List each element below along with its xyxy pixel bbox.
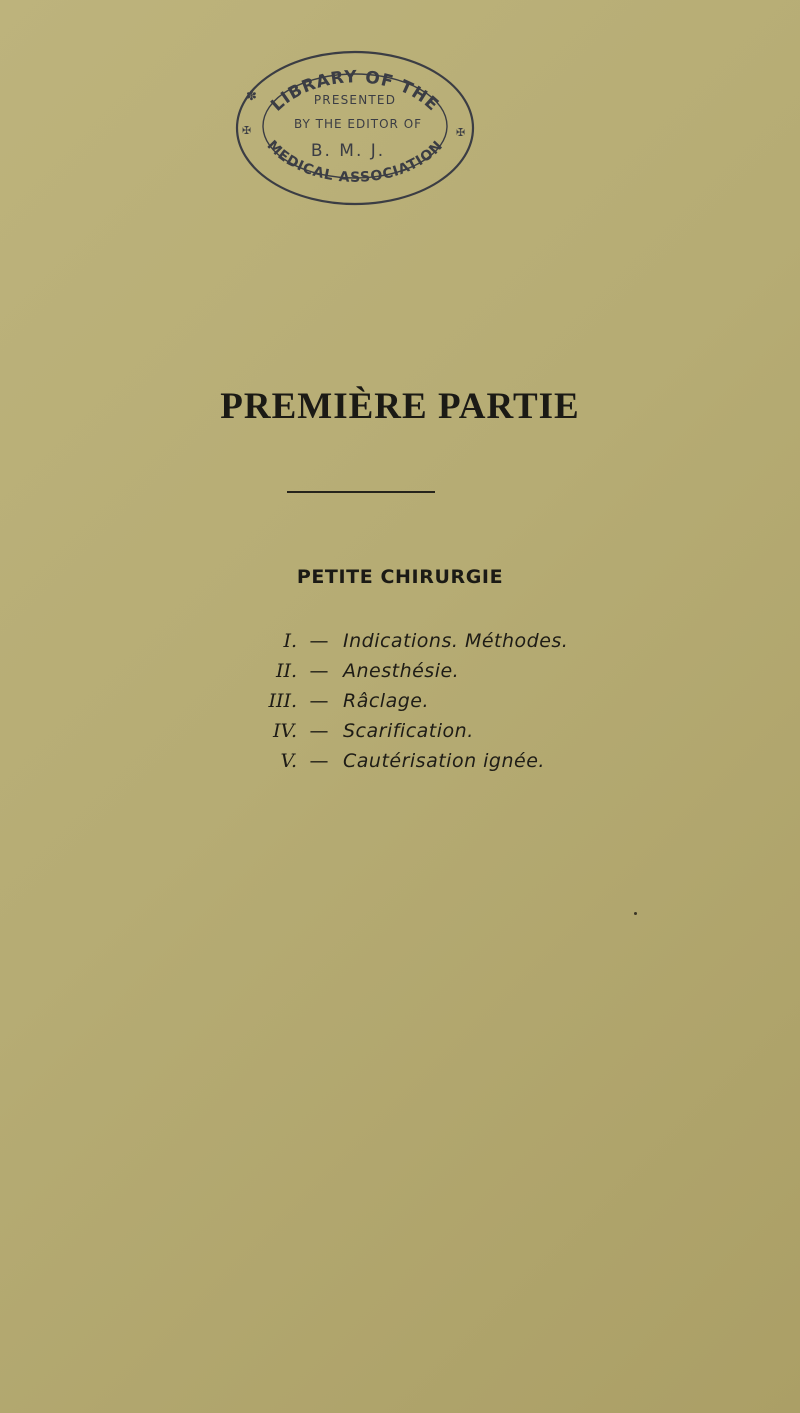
stamp-by-editor: BY THE EDITOR OF xyxy=(293,117,423,131)
toc-item-dash: — xyxy=(309,660,329,682)
stamp-bottom-arc: MEDICAL ASSOCIATION xyxy=(263,137,447,186)
section-title: PETITE CHIRURGIE xyxy=(296,566,504,588)
toc-item-label: Scarification. xyxy=(343,720,474,742)
toc-item xyxy=(262,626,742,656)
toc-item-dash: — xyxy=(309,690,329,712)
table-of-contents xyxy=(262,626,742,776)
toc-item xyxy=(262,746,742,776)
toc-item-label: Râclage. xyxy=(343,690,430,712)
stamp-top-arc: LIBRARY OF THE xyxy=(267,67,443,116)
svg-text:✠: ✠ xyxy=(242,124,252,137)
toc-item xyxy=(262,686,742,716)
toc-item-label: Anesthésie. xyxy=(343,660,460,682)
toc-item-number: II. xyxy=(275,660,297,682)
toc-item-number: III. xyxy=(268,690,297,712)
stamp-bmj: B. M. J. xyxy=(310,141,386,161)
part-title: PREMIÈRE PARTIE xyxy=(220,386,580,427)
toc-item-dash: — xyxy=(309,750,329,772)
toc-item-label: Indications. Méthodes. xyxy=(343,630,569,652)
title-divider xyxy=(287,491,435,493)
library-stamp xyxy=(230,40,480,210)
paper-speck xyxy=(634,912,637,915)
svg-text:LIBRARY OF THE xyxy=(267,67,443,115)
stamp-presented: PRESENTED xyxy=(313,93,397,107)
toc-item-label: Cautérisation ignée. xyxy=(343,750,545,772)
toc-item xyxy=(262,716,742,746)
toc-item-dash: — xyxy=(309,630,329,652)
toc-item xyxy=(262,656,742,686)
svg-text:✠: ✠ xyxy=(456,126,466,139)
toc-item-number: IV. xyxy=(273,720,297,742)
toc-item-number: I. xyxy=(283,630,297,652)
svg-text:✽: ✽ xyxy=(246,89,257,104)
toc-item-number: V. xyxy=(280,750,297,772)
library-stamp-graphic xyxy=(230,40,480,210)
toc-item-dash: — xyxy=(309,720,329,742)
